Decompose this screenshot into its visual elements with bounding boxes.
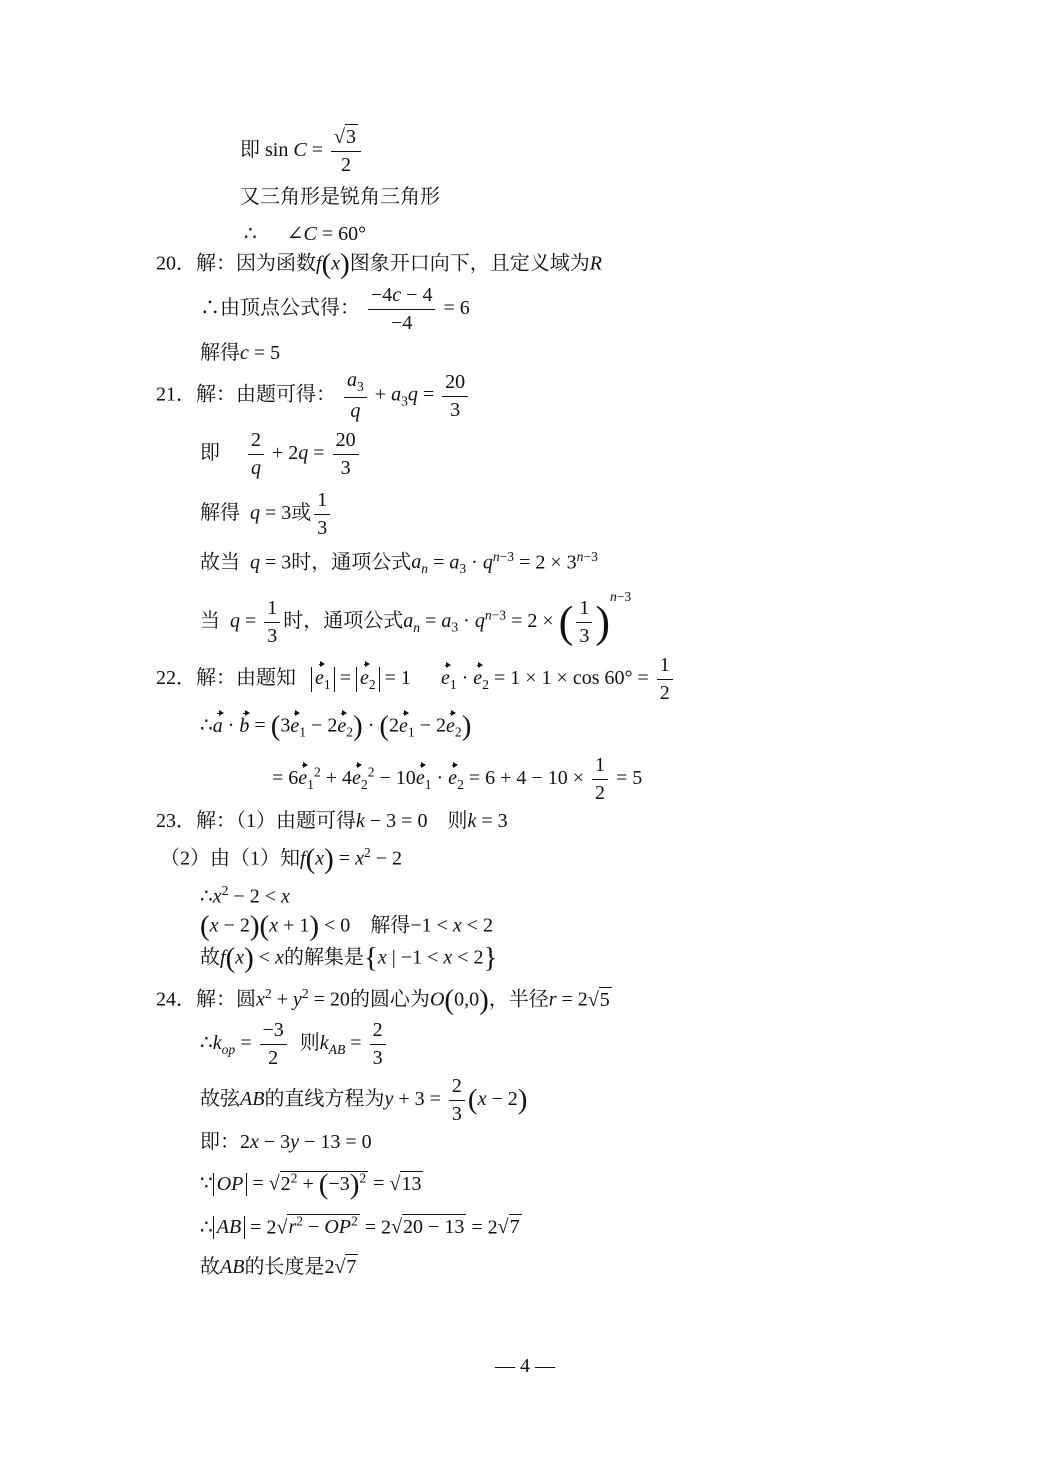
line-sin-c: 即 sin C = $\frac{√3}{2}$ [240,127,364,176]
q21-line5: 当 q = $\frac{1}{3}$ 时，通项公式$a_n = a_3 \cdot q^{n-3} = 2$ × ( $\frac{1}{3}$ )$^{n-3}$ [200,589,632,647]
page-number: — 4 — [495,1355,555,1377]
q23-line4: (x − 2)(x + 1) < 0 解得−1 < x < 2 [200,910,494,942]
q23-part2: （2）由（1）知$f(x) = x^2 - 2$ [160,843,403,875]
q24-line7: 故AB的长度是2√7 [200,1256,357,1278]
q22-line2: ∴a · $b = (3e_1 - 2e_2) \cdot (2e_1 - 2e_2)$ [200,710,472,742]
question-24: 24．解：圆$x^2 + y^2 = 20$的圆心为O(0,0)，半径r = 2√5 [156,984,610,1016]
q20-vertex-formula: ∴由顶点公式得： $\frac{-4c - 4}{-4}$ = 6 [200,284,470,334]
fraction: $\frac{√3}{2}$ [331,127,361,176]
q24-line6: ∴ AB = $2√r^2 - OP^2 = 2√20 - 13 = 2√7$ [200,1214,520,1239]
q24-line4: 即：2x − 3y − 13 = 0 [200,1131,372,1153]
question-20: 20．解：因为函数f(x)图象开口向下，且定义域为R [156,248,603,280]
q23-line5: 故f(x) < x的解集是{x | −1 < x < 2} [200,942,498,974]
question-22: 22．解：由题知 $e_1 = e_2 = 1$ $e_1 \cdot e_2 = 1 \times 1 \times \cos 60^\circ$ = $\frac{1}{2}$ [156,655,676,704]
q24-line5: ∵ OP = $√2^2 + (-3)^2 = √13$ [200,1168,422,1200]
line-acute-triangle: 又三角形是锐角三角形 [240,186,440,208]
q20-result: 解得c = 5 [200,342,281,364]
q21-line4: 故当 q = 3时，通项公式$a_n = a_3 \cdot q^{n-3} = 2 \times 3^{n-3}$ [200,549,598,577]
q21-line2: 即 $\frac{2}{q}$ + 2q = $\frac{20}{3}$ [200,430,362,479]
question-23: 23．解：（1）由题可得k − 3 = 0 则k = 3 [156,810,508,832]
q22-line3: = $6e_1^2 + 4e_2^2 - 10e_1 \cdot e_2 = 6 + 4 - 10$ × $\frac{1}{2}$ = 5 [272,754,643,804]
question-21: 21．解：由题可得： $\frac{a_3}{q}$ + $a_3q$ = $\frac{20}{3}$ [156,370,471,422]
line-angle-c: ∴ ∠C = 60° [244,223,367,245]
q23-line3: $\therefore x^2 - 2 < x$ [200,883,290,908]
q21-line3: 解得 q = 3或 $\frac{1}{3}$ [200,490,333,539]
q24-line3: 故弦AB的直线方程为y + 3 = $\frac{2}{3}$ (x − 2) [200,1075,528,1125]
q24-line2: $\therefore k_{op}$ = $\frac{-3}{2}$ 则$k_{AB}$ = $\frac{2}{3}$ [200,1020,389,1069]
